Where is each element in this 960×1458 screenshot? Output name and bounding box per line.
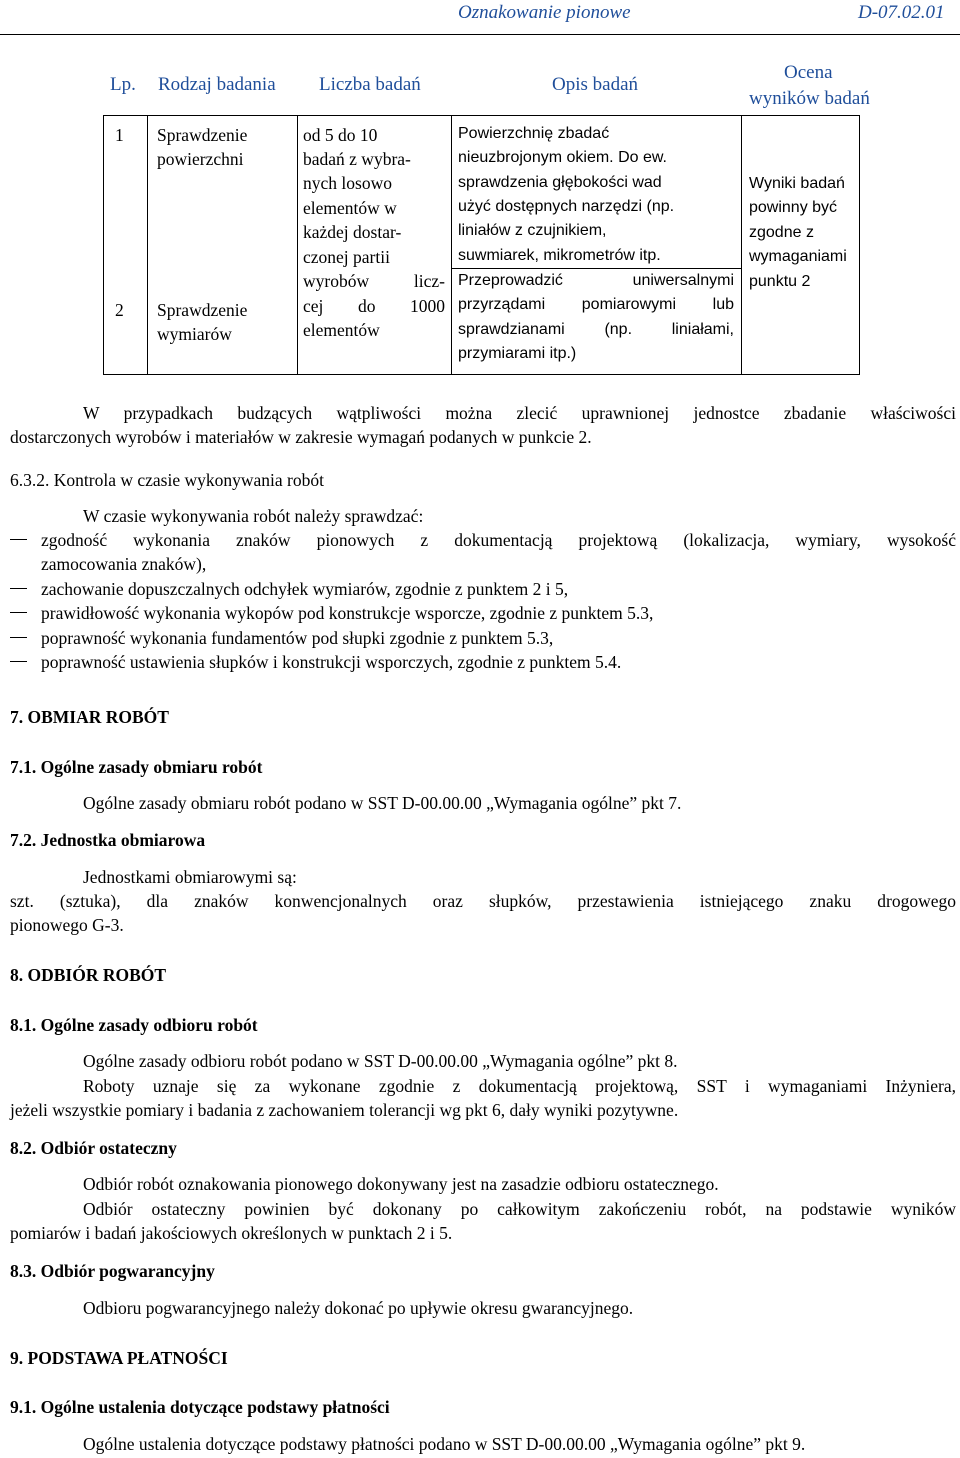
row1-lp: 1: [115, 125, 124, 145]
liczba-text: elementów w: [303, 198, 397, 218]
bullet-item: zachowanie dopuszczalnych odchyłek wymiarów, zgodnie z punktem 2 i 5,: [41, 579, 569, 599]
opis-text: użyć dostępnych narzędzi (np.: [458, 198, 675, 215]
opis-text: sprawdzenia głębokości wad: [458, 174, 662, 191]
table-col-divider: [297, 115, 298, 374]
section-7-heading: 7. OBMIAR ROBÓT: [10, 707, 169, 727]
bullet-item: zgodność wykonania znaków pionowych z dokumentacją projektową (lokalizacja, wymiary, wysokość: [41, 530, 956, 550]
col-header-rodzaj: Rodzaj badania: [158, 74, 276, 95]
section-8-1-paragraph: Roboty uznaje się za wykonane zgodnie z dokumentacją projektową, SST i wymaganiami Inżyniera, jeżeli wszystkie pomiary i badania z zachowaniem tolerancji wg pkt 6, dały wyniki pozytywne.: [10, 1076, 956, 1121]
bullet-item: poprawność wykonania fundamentów pod słupki zgodnie z punktem 5.3,: [41, 628, 554, 648]
ocena-text: wymaganiami: [749, 248, 847, 265]
section-7-2-text: Jednostkami obmiarowymi są:: [83, 867, 297, 887]
section-9-heading: 9. PODSTAWA PŁATNOŚCI: [10, 1348, 228, 1368]
liczba-text: elementów: [303, 320, 380, 340]
header-divider: [0, 34, 960, 35]
section-7-1-heading: 7.1. Ogólne zasady obmiaru robót: [10, 757, 263, 777]
liczba-text: od 5 do 10: [303, 125, 378, 145]
opis-text: liniałów z czujnikiem,: [458, 222, 607, 239]
section-8-3-text: Odbioru pogwarancyjnego należy dokonać po upływie okresu gwarancyjnego.: [83, 1298, 634, 1318]
opis-text: przyrządami pomiarowymi lub: [458, 296, 734, 313]
section-8-heading: 8. ODBIÓR ROBÓT: [10, 965, 167, 985]
row1-rodzaj: Sprawdzenie: [157, 125, 248, 145]
table-col-divider: [741, 115, 742, 374]
opis-text: przymiarami itp.): [458, 345, 577, 362]
col-header-ocena-2: wyników badań: [749, 88, 870, 109]
bullet-item: prawidłowość wykonania wykopów pod konstrukcje wsporcze, zgodnie z punktem 5.3,: [41, 603, 654, 623]
liczba-text: cej do 1000: [303, 296, 445, 316]
section-7-1-text: Ogólne zasady obmiaru robót podano w SST D-00.00.00 „Wymagania ogólne” pkt 7.: [83, 793, 682, 813]
row2-rodzaj: wymiarów: [157, 324, 232, 344]
section-6-3-2-intro: W czasie wykonywania robót należy sprawdzać:: [83, 506, 424, 526]
ocena-text: Wyniki badań: [749, 175, 845, 192]
section-8-1-text: Ogólne zasady odbioru robót podano w SST D-00.00.00 „Wymagania ogólne” pkt 8.: [83, 1051, 678, 1071]
paragraph-watpliwosci: W przypadkach budzących wątpliwości można zlecić uprawnionej jednostce zbadanie właściwości dostarczonych wyrobów i materiałów w zakresie wymagań podanych w punkcie 2.: [10, 403, 956, 448]
section-9-1-heading: 9.1. Ogólne ustalenia dotyczące podstawy płatności: [10, 1397, 390, 1417]
header-code: D-07.02.01: [858, 2, 945, 23]
section-7-2-heading: 7.2. Jednostka obmiarowa: [10, 830, 206, 850]
section-8-2-text: Odbiór robót oznakowania pionowego dokonywany jest na zasadzie odbioru ostatecznego.: [83, 1174, 719, 1194]
col-header-lp: Lp.: [110, 74, 136, 95]
opis-text: Powierzchnię zbadać: [458, 125, 610, 142]
table-col-divider: [147, 115, 148, 374]
section-8-2-heading: 8.2. Odbiór ostateczny: [10, 1138, 177, 1158]
section-8-1-heading: 8.1. Ogólne zasady odbioru robót: [10, 1015, 258, 1035]
liczba-text: wyrobów licz-: [303, 271, 445, 291]
section-8-3-heading: 8.3. Odbiór pogwarancyjny: [10, 1261, 215, 1281]
opis-text: Przeprowadzić uniwersalnymi: [458, 272, 734, 289]
liczba-text: każdej dostar-: [303, 222, 402, 242]
section-7-2-units: szt. (sztuka), dla znaków konwencjonalnych oraz słupków, przestawienia istniejącego znaku drogowego pionowego G-3.: [10, 891, 956, 936]
section-6-3-2-heading: 6.3.2. Kontrola w czasie wykonywania robót: [10, 470, 324, 490]
col-header-ocena: Ocena: [784, 62, 833, 83]
bullet-item: poprawność ustawienia słupków i konstrukcji wsporczych, zgodnie z punktem 5.4.: [41, 652, 622, 672]
liczba-text: badań z wybra-: [303, 149, 411, 169]
col-header-opis: Opis badań: [552, 74, 639, 95]
liczba-text: czonej partii: [303, 247, 390, 267]
opis-text: suwmiarek, mikrometrów itp.: [458, 247, 661, 264]
bullet-item: zamocowania znaków),: [41, 554, 207, 574]
bullet-dash: [10, 612, 27, 613]
row2-lp: 2: [115, 300, 124, 320]
ocena-text: punktu 2: [749, 273, 811, 290]
row2-rodzaj: Sprawdzenie: [157, 300, 248, 320]
ocena-text: powinny być: [749, 199, 838, 216]
bullet-dash: [10, 637, 27, 638]
header-title: Oznakowanie pionowe: [458, 2, 631, 23]
section-8-2-paragraph: Odbiór ostateczny powinien być dokonany po całkowitym zakończeniu robót, na podstawie wyników pomiarów i badań jakościowych określonych w punktach 2 i 5.: [10, 1199, 956, 1244]
opis-text: sprawdzianami (np. liniałami,: [458, 321, 734, 338]
bullet-dash: [10, 588, 27, 589]
bullet-dash: [10, 539, 27, 540]
bullet-dash: [10, 661, 27, 662]
section-9-1-text: Ogólne ustalenia dotyczące podstawy płatności podano w SST D-00.00.00 „Wymagania ogólne” pkt 9.: [83, 1434, 806, 1454]
ocena-text: zgodne z: [749, 224, 814, 241]
opis-text: nieuzbrojonym okiem. Do ew.: [458, 149, 667, 166]
liczba-text: nych losowo: [303, 173, 392, 193]
table-col-divider: [451, 115, 452, 374]
col-header-liczba: Liczba badań: [319, 74, 421, 95]
row1-rodzaj: powierzchni: [157, 149, 244, 169]
